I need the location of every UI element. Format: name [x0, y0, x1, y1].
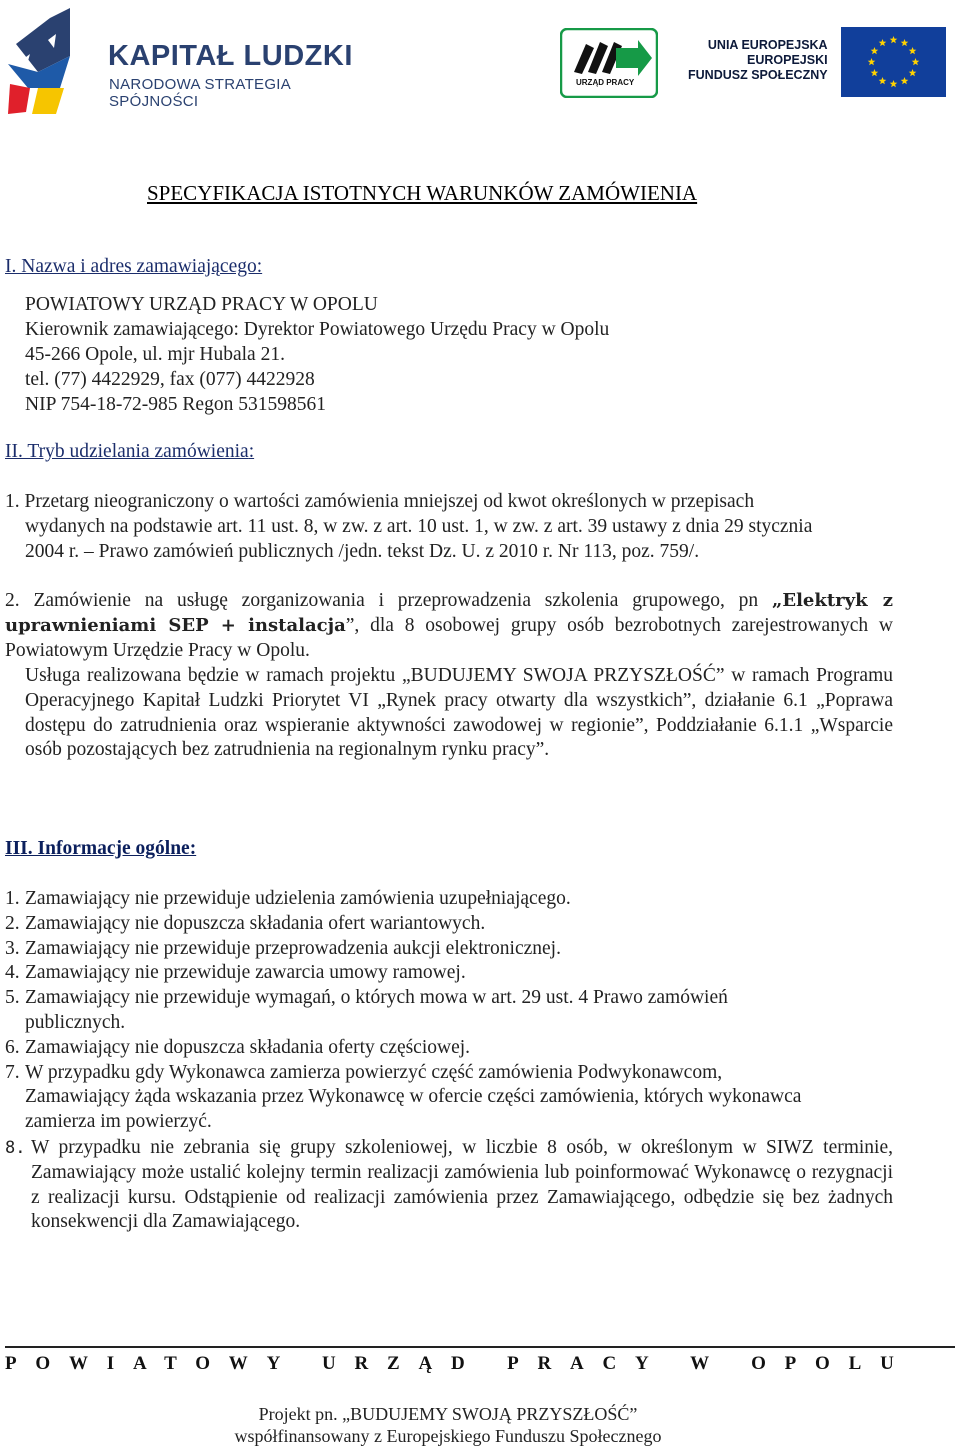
address-line: NIP 754-18-72-985 Regon 531598561	[25, 394, 326, 415]
eu-star-icon	[909, 47, 917, 54]
list-item	[5, 887, 825, 912]
eu-star-icon	[890, 36, 898, 43]
page-header	[0, 0, 960, 120]
kapital-ludzki-logo	[8, 4, 368, 116]
p2-prefix: 2. Zamówienie na usługę zorganizowania i przeprowadzenia szkolenia grupowego, pn	[5, 590, 772, 611]
list-item-text: Zamawiający nie przewiduje udzielenia zamówienia uzupełniającego.	[25, 888, 571, 909]
list-item-number: 7.	[5, 1061, 20, 1083]
address-line: POWIATOWY URZĄD PRACY W OPOLU	[25, 294, 378, 315]
footer-project-line-2: współfinansowany z Europejskiego Funduszu Społecznego	[234, 1426, 662, 1446]
section-2-heading	[5, 441, 254, 463]
document-title: SPECYFIKACJA ISTOTNYCH WARUNKÓW ZAMÓWIENIA	[147, 181, 698, 205]
list-item-text: Zamawiający nie dopuszcza składania oferty częściowej.	[25, 1036, 471, 1058]
list-item-text: W przypadku nie zebrania się grupy szkoleniowej, w liczbie 8 osób, w określonym w SIWZ terminie, Zamawiający może ustalić kolejny termin realizacji zamówienia lub poinformować Wykonawcę o rezygnacji z realizacji kursu. Odstąpienie od realizacji zamówienia przez Zamawiającego, odbędzie się bez żadnych konsekwencji dla Zamawiającego.	[31, 1137, 893, 1233]
list-item-text: Zamawiający nie przewiduje wymagań, o których mowa w art. 29 ust. 4 Prawo zamówień publicznych.	[25, 987, 728, 1033]
kapital-ludzki-title: KAPITAŁ LUDZKI	[108, 40, 353, 72]
eu-line-2: EUROPEJSKI	[747, 53, 828, 67]
eu-flag-icon	[841, 27, 946, 97]
section-2-heading-colon: :	[248, 441, 255, 462]
urzad-pracy-logo	[560, 28, 658, 98]
address-line: 45-266 Opole, ul. mjr Hubala 21.	[25, 344, 285, 365]
footer-divider	[5, 1346, 955, 1348]
list-item-number: 2.	[5, 912, 20, 934]
list-item-number: 6.	[5, 1036, 20, 1058]
training-name: „Elektryk z uprawnieniami SEP + instalacja	[5, 590, 893, 636]
eu-star-icon	[868, 58, 876, 65]
list-item-text: Zamawiający nie przewiduje przeprowadzenia aukcji elektronicznej.	[25, 937, 561, 959]
urzad-pracy-label: URZĄD PRACY	[576, 78, 635, 87]
eu-star-icon	[871, 47, 879, 54]
eu-star-icon	[879, 39, 887, 46]
section-2-paragraph-2	[5, 589, 893, 663]
urzad-pracy-emblem-icon	[560, 28, 658, 98]
address-line: tel. (77) 4422929, fax (077) 4422928	[25, 369, 315, 390]
section-3-heading: III. Informacje ogólne:	[5, 838, 197, 859]
eu-star-icon	[901, 77, 909, 84]
list-item-number: 8.	[5, 1138, 26, 1158]
list-item-text: Zamawiający nie dopuszcza składania ofert wariantowych.	[25, 912, 486, 934]
section-2-paragraph-3: Usługa realizowana będzie w ramach projektu „BUDUJEMY SWOJA PRZYSZŁOŚĆ” w ramach Programu Operacyjnego Kapitał Ludzki Priorytet VI „Rynek pracy otwarty dla wszystkich”, działanie 6.1 „Poprawa dostępu do zatrudnienia oraz wspieranie aktywności zawodowej w regionie”, Poddziałanie 6.1.1 „Wsparcie osób pozostających bez zatrudnienia na regionalnym rynku pracy”.	[25, 665, 893, 761]
eu-star-icon	[871, 69, 879, 76]
kapital-ludzki-subtitle: NARODOWA STRATEGIA SPÓJNOŚCI	[109, 76, 291, 110]
eu-star-icon	[912, 58, 920, 65]
eu-star-icon	[901, 39, 909, 46]
eu-star-icon	[909, 69, 917, 76]
list-item	[5, 961, 825, 986]
list-item	[5, 912, 825, 937]
section-1-address	[25, 292, 609, 417]
kapital-ludzki-emblem-icon	[8, 4, 98, 116]
list-item-number: 4.	[5, 962, 20, 984]
list-item-number: 3.	[5, 937, 20, 959]
p2-suffix: ”, dla 8 osobowej grupy osób bezrobotnych zarejestrowanych w Powiatowym Urzędzie Pracy w Opolu.	[5, 614, 893, 661]
eu-stars-icon	[841, 27, 946, 97]
eu-line-3: FUNDUSZ SPOŁECZNY	[688, 68, 828, 82]
list-item	[5, 1136, 893, 1235]
list-item	[5, 1036, 825, 1061]
list-item-text: W przypadku gdy Wykonawca zamierza powierzyć część zamówienia Podwykonawcom, Zamawiający żąda wskazania przez Wykonawcę w ofercie części zamówienia, których wykonawca zamierza im powierzyć.	[25, 1061, 802, 1133]
list-item	[5, 986, 825, 1036]
list-item-number: 1.	[5, 888, 20, 909]
address-line: Kierownik zamawiającego: Dyrektor Powiatowego Urzędu Pracy w Opolu	[25, 319, 610, 340]
list-item-number: 5.	[5, 987, 20, 1009]
footer-project-line-1: Projekt pn. „BUDUJEMY SWOJĄ PRZYSZŁOŚĆ”	[258, 1404, 638, 1424]
general-info-list	[5, 887, 825, 1135]
eu-text-block	[688, 38, 828, 83]
eu-line-1: UNIA EUROPEJSKA	[707, 38, 828, 52]
list-item-text: Zamawiający nie przewiduje zawarcia umowy ramowej.	[25, 962, 466, 984]
eu-star-icon	[879, 77, 887, 84]
footer-office-name: POWIATOWY URZĄD PRACY W OPOLU	[5, 1353, 913, 1374]
section-1-heading: I. Nazwa i adres zamawiającego:	[5, 256, 263, 277]
section-2-heading-text: II. Tryb udzielania zamówienia	[5, 441, 249, 462]
section-2-paragraph-1: 1. Przetarg nieograniczony o wartości zamówienia mniejszej od kwot określonych w przepisach wydanych na podstawie art. 11 ust. 8, w zw. z art. 10 ust. 1, w zw. z art. 39 ustawy z dnia 29 stycznia 2004 r. – Prawo zamówień publicznych /jedn. tekst Dz. U. z 2010 r. Nr 113, poz. 759/.	[5, 491, 813, 562]
eu-star-icon	[890, 80, 898, 87]
list-item	[5, 937, 825, 962]
list-item	[5, 1061, 825, 1135]
